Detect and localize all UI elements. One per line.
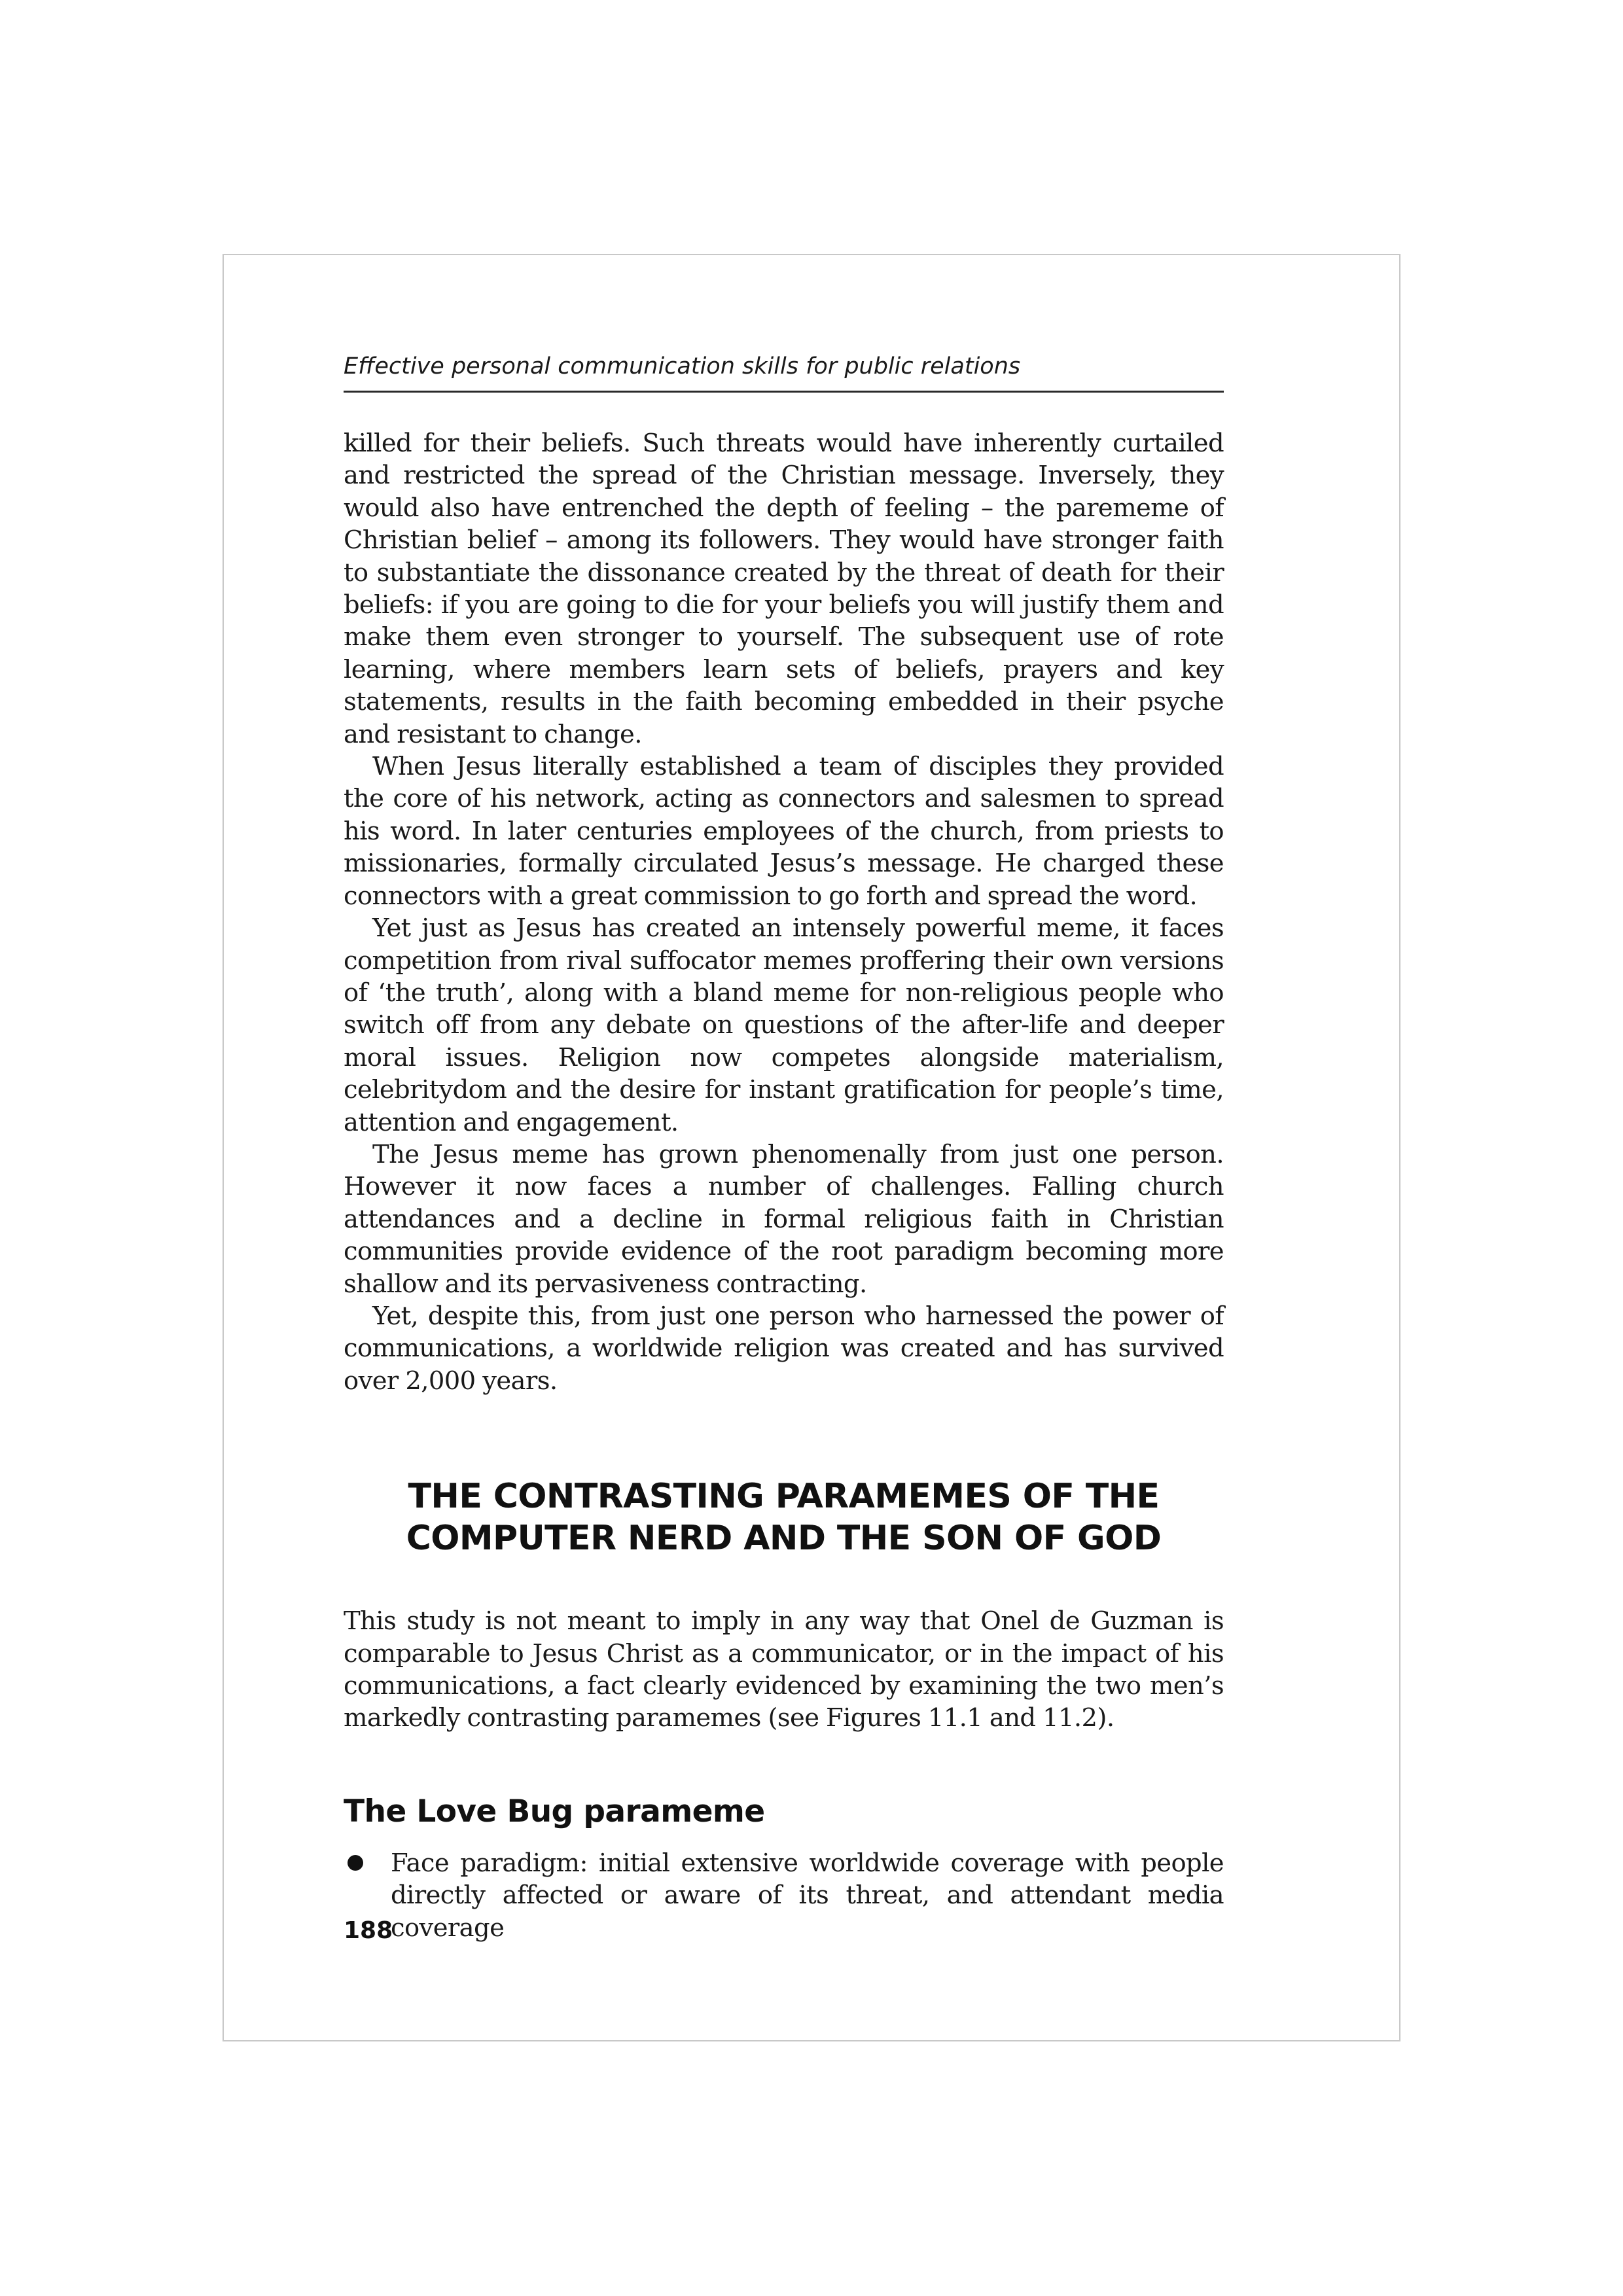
section-heading-line-1: THE CONTRASTING PARAMEMES OF THE — [408, 1477, 1160, 1517]
body-text-top — [344, 427, 1224, 1397]
page-content — [344, 350, 1224, 1944]
bullet-text: Face paradigm: initial extensive worldwide coverage with people directly affected or aware of its threat, and attendant media coverage — [391, 1848, 1224, 1943]
section-paragraph: This study is not meant to imply in any way that Onel de Guzman is comparable to Jesus Christ as a communicator, or in the impact of his communications, a fact clearly evidenced by examining the two men’s markedly contrasting paramemes (see Figures 11.1 and 11.2). — [344, 1606, 1224, 1733]
section-heading-line-2: COMPUTER NERD AND THE SON OF GOD — [406, 1519, 1162, 1559]
page-number: 188 — [344, 1917, 393, 1944]
sub-heading: The Love Bug parameme — [344, 1793, 765, 1829]
list-item — [344, 1847, 1224, 1944]
bullet-icon — [348, 1855, 363, 1871]
paragraph-2: When Jesus literally established a team of disciples they provided the core of his network, acting as connectors and salesmen to spread his word. In later centuries employees of the church, from priests to missionaries, formally circulated Jesus’s message. He charged these connectors with a great commission to go forth and spread the word. — [344, 752, 1224, 911]
running-head: Effective personal communication skills for public relations — [344, 350, 1224, 393]
paragraph-1: killed for their beliefs. Such threats would have inherently curtailed and restricted the spread of the Christian message. Inversely, they would also have entrenched the depth of feeling – the parememe of Christian belief – among its followers. They would have stronger faith to substantiate the dissonance created by the threat of death for their beliefs: if you are going to die for your beliefs you will justify them and make them even stronger to yourself. The subsequent use of rote learning, where members learn sets of beliefs, prayers and key statements, results in the faith becoming embedded in their psyche and resistant to change. — [344, 429, 1224, 749]
section-heading — [344, 1475, 1224, 1559]
body-text-section — [344, 1605, 1224, 1735]
paragraph-5: Yet, despite this, from just one person who harnessed the power of communications, a worldwide religion was created and has survived over 2,000 years. — [344, 1301, 1224, 1396]
paragraph-4: The Jesus meme has grown phenomenally from just one person. However it now faces a number of challenges. Falling church attendances and a decline in formal religious faith in Christian communities provide evidence of the root paradigm becoming more shallow and its pervasiveness contracting. — [344, 1139, 1224, 1299]
bullet-list — [344, 1847, 1224, 1944]
paragraph-3: Yet just as Jesus has created an intensely powerful meme, it faces competition from rival suffocator memes proffering their own versions of ‘the truth’, along with a bland meme for non-religious people who switch off from any debate on questions of the after-life and deeper moral issues. Religion now competes alongside materialism, celebritydom and the desire for instant gratification for people’s time, attention and engagement. — [344, 913, 1224, 1137]
